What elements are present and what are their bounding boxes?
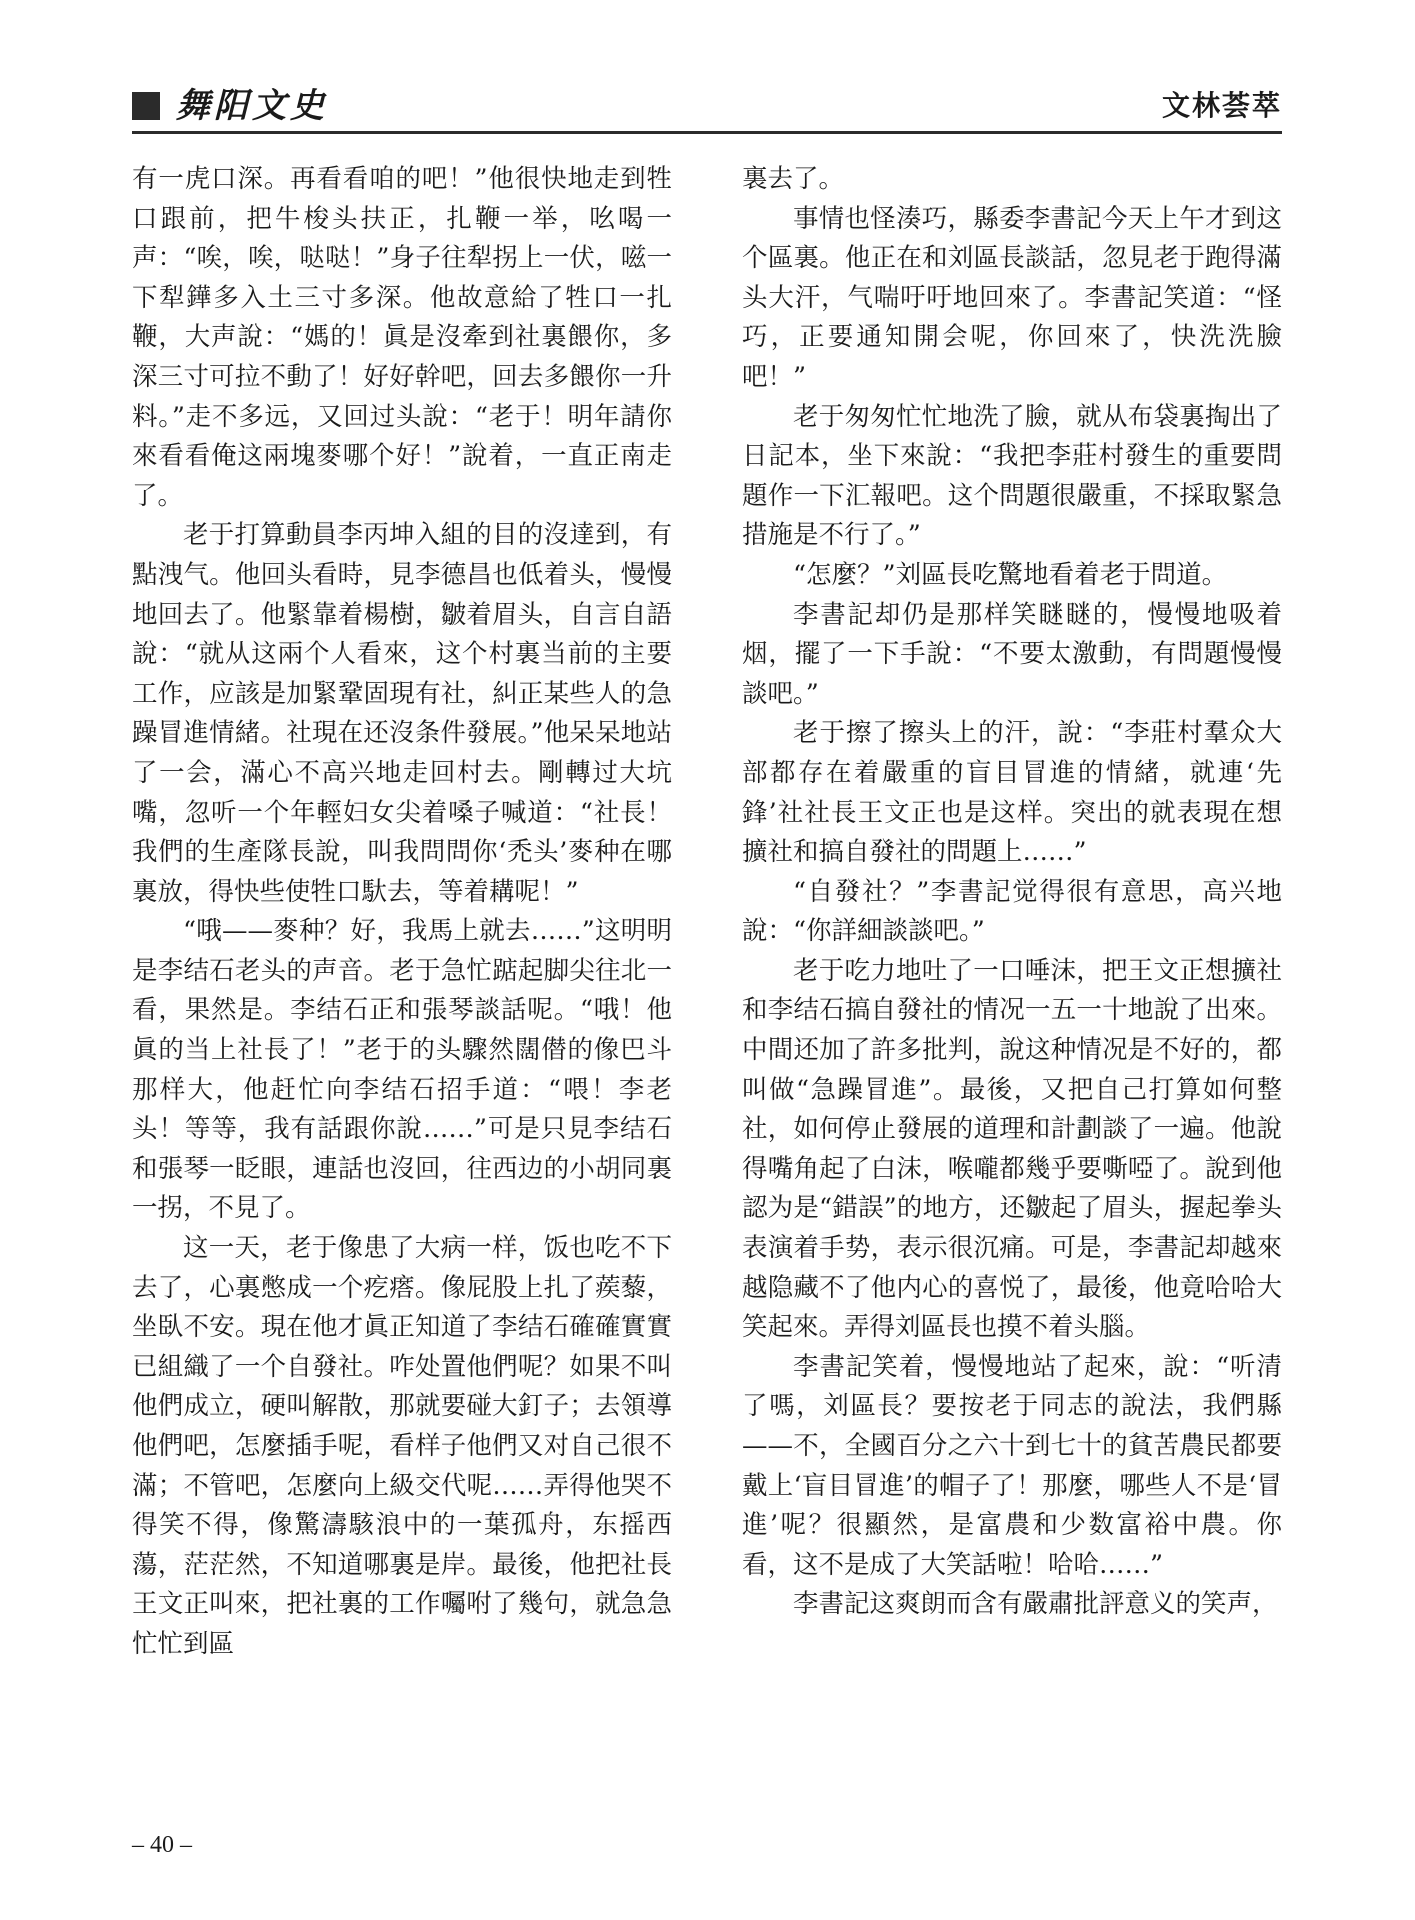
paragraph: 这一天，老于像患了大病一样，饭也吃不下去了，心裏憋成一个疙瘩。像屁股上扎了蒺藜，坐臥不安。現在他才眞正知道了李结石確確實實已組織了一个自發社。咋处置他們呢？如果不叫他們成立，硬叫解散，那就要碰大釘子；去領導他們吧，怎麼插手呢，看样子他們又对自己很不滿；不管吧，怎麼向上級交代呢……弄得他哭不得笑不得，像驚濤駭浪中的一葉孤舟，东摇西蕩，茫茫然，不知道哪裏是岸。最後，他把社長王文正叫來，把社裏的工作囑咐了幾句，就急急忙忙到區: [132, 1233, 672, 1659]
paragraph: “怎麼？”刘區長吃驚地看着老于問道。: [793, 559, 1228, 590]
page-header: [132, 86, 1282, 130]
journal-name: 舞阳文史: [176, 86, 328, 126]
paragraph: 李書記却仍是那样笑瞇瞇的，慢慢地吸着烟，擺了一下手說：“不要太激動，有問題慢慢談吧。”: [742, 599, 1282, 709]
right-text-column: [742, 160, 1282, 1625]
paragraph: 老于擦了擦头上的汗，說：“李莊村羣众大部都存在着嚴重的盲目冒進的情緒，就連‘先鋒’社社長王文正也是这样。突出的就表現在想擴社和搞自發社的問題上……”: [742, 718, 1282, 868]
section-name: 文林荟萃: [1161, 89, 1282, 122]
left-text-column: [132, 160, 672, 1665]
paragraph: 李書記这爽朗而含有嚴肅批評意义的笑声，: [793, 1589, 1278, 1620]
paragraph: 老于匆匆忙忙地洗了臉，就从布袋裏掏出了日記本，坐下來說：“我把李莊村發生的重要問題作一下汇報吧。这个問題很嚴重，不採取緊急措施是不行了。”: [742, 401, 1282, 551]
paragraph: “自發社？”李書記觉得很有意思，高兴地說：“你詳細談談吧。”: [742, 876, 1282, 947]
page-number: – 40 –: [132, 1832, 192, 1858]
header-rule: [132, 131, 1282, 134]
paragraph: 裏去了。: [742, 164, 845, 194]
header-square-mark: [132, 92, 160, 120]
paragraph: 李書記笑着，慢慢地站了起來，說：“听清了嗎，刘區長？要按老于同志的說法，我們縣——不，全國百分之六十到七十的貧苦農民都要戴上‘盲目冒進’的帽子了！那麼，哪些人不是‘冒進’呢？很顯然，是富農和少数富裕中農。你看，这不是成了大笑話啦！哈哈……”: [742, 1351, 1282, 1580]
paragraph: 老于吃力地吐了一口唾沫，把王文正想擴社和李结石搞自發社的情况一五一十地說了出來。中間还加了許多批判，說这种情况是不好的，都叫做“急躁冒進”。最後，又把自己打算如何整社，如何停止發展的道理和計劃談了一遍。他說得嘴角起了白沫，喉嚨都幾乎要嘶啞了。說到他認为是“錯誤”的地方，还皺起了眉头，握起拳头表演着手势，表示很沉痛。可是，李書記却越來越隐藏不了他内心的喜悦了，最後，他竟哈哈大笑起來。弄得刘區長也摸不着头腦。: [742, 955, 1282, 1343]
paragraph: 老于打算動員李丙坤入組的目的沒達到，有點洩气。他回头看時，見李德昌也低着头，慢慢地回去了。他緊靠着楊樹，皺着眉头，自言自語說：“就从这兩个人看來，这个村裏当前的主要工作，应該是加緊鞏固現有社，糾正某些人的急躁冒進情緒。社現在还沒条件發展。”他呆呆地站了一会，滿心不高兴地走回村去。剛轉过大坑嘴，忽听一个年輕妇女尖着嗓子喊道：“社長！我們的生產隊長說，叫我問問你‘禿头’麥种在哪裏放，得快些使牲口馱去，等着耩呢！”: [132, 520, 672, 907]
paragraph: 有一虎口深。再看看咱的吧！”他很快地走到牲口跟前，把牛梭头扶正，扎鞭一举，吆喝一声：“唉，唉，哒哒！”身子往犁拐上一伏，嗞一下犁鏵多入土三寸多深。他故意給了牲口一扎鞭，大声說：“媽的！眞是沒牽到社裏餵你，多深三寸可拉不動了！好好幹吧，回去多餵你一升料。”走不多远，又回过头說：“老于！明年請你來看看俺这兩塊麥哪个好！”說着，一直正南走了。: [132, 164, 672, 511]
paragraph: 事情也怪湊巧，縣委李書記今天上午才到这个區裏。他正在和刘區長談話，忽見老于跑得滿头大汗，气喘吁吁地回來了。李書記笑道：“怪巧，正要通知開会呢，你回來了，快洗洗臉吧！”: [742, 203, 1282, 392]
paragraph: “哦——麥种？好，我馬上就去……”这明明是李结石老头的声音。老于急忙踮起脚尖往北一看，果然是。李结石正和張琴談話呢。“哦！他眞的当上社長了！”老于的头驟然闊僣的像巴斗那样大，他赶忙向李结石招手道：“喂！李老头！等等，我有話跟你說……”可是只見李结石和張琴一眨眼，連話也沒回，往西边的小胡同裏一拐，不見了。: [132, 916, 672, 1224]
